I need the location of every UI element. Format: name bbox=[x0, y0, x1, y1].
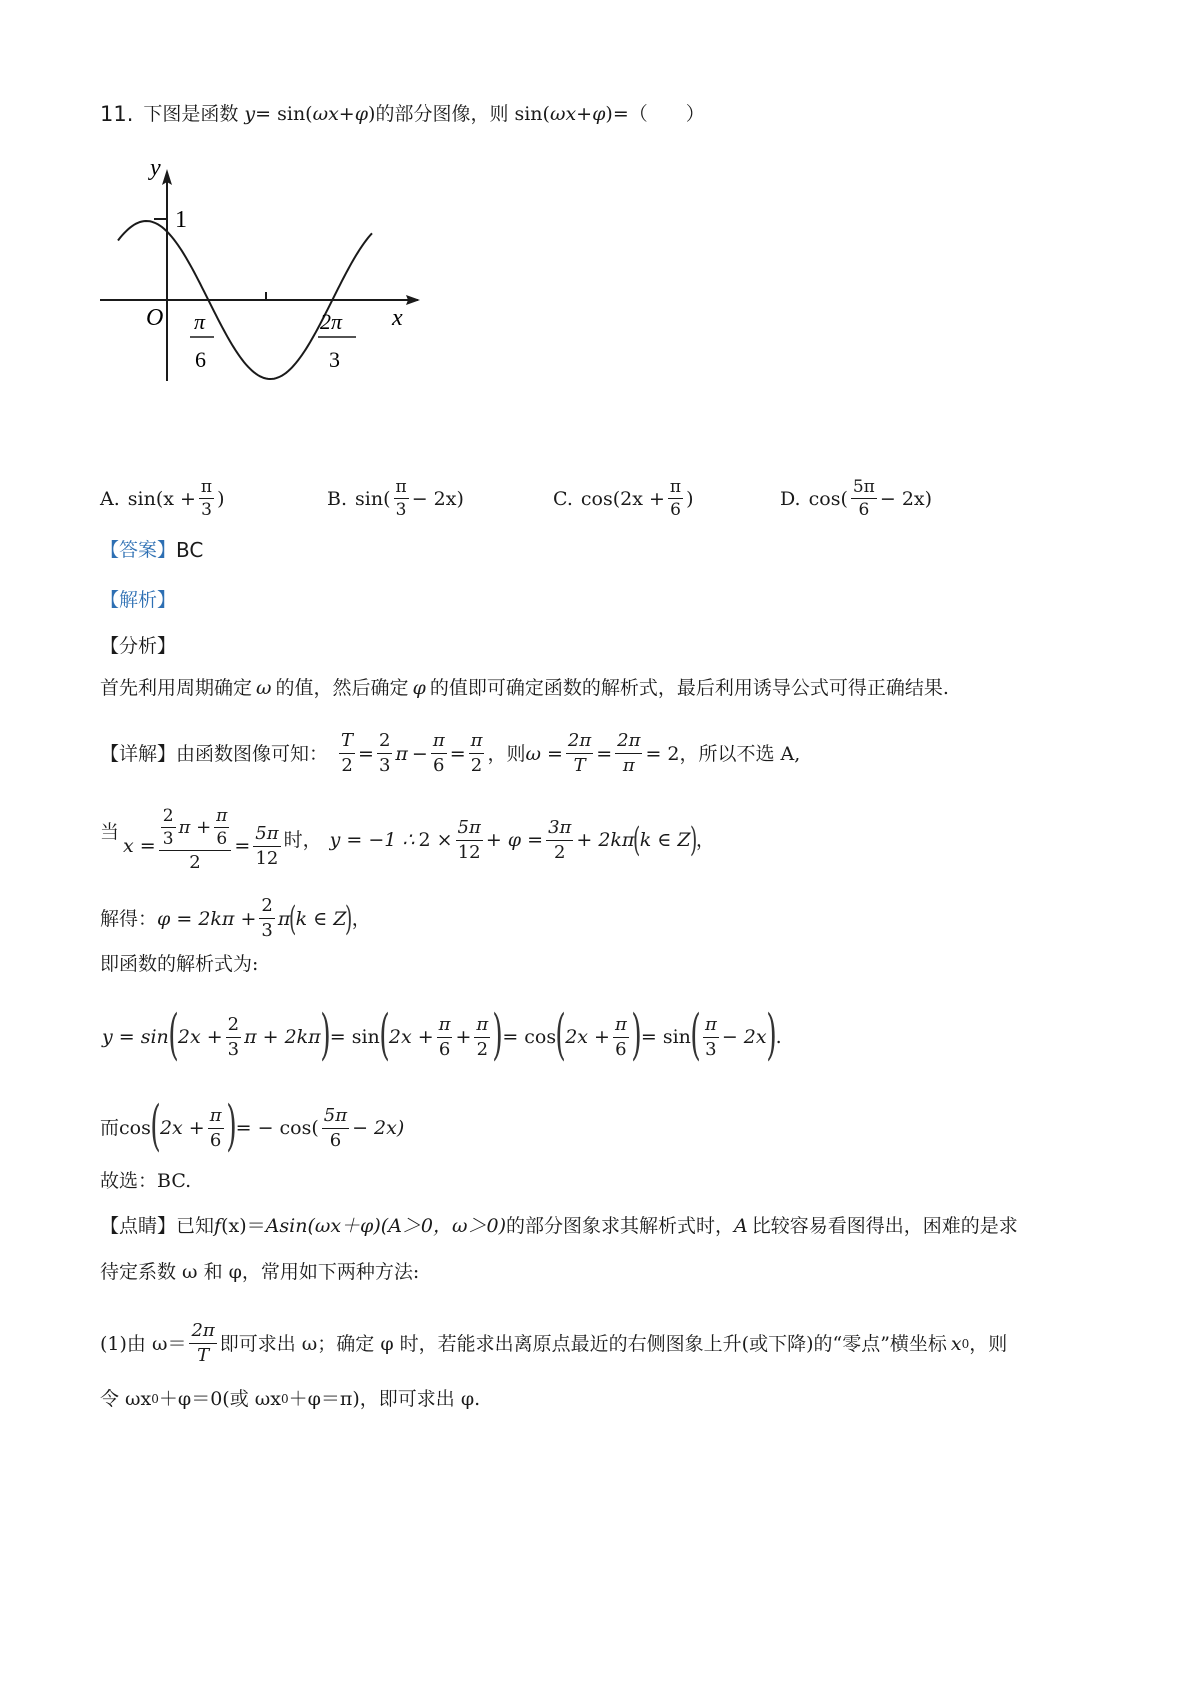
formula-y-eq: y = sin bbox=[102, 1026, 169, 1048]
frac-solve-2-3: $\frac{2}{3}$ bbox=[261, 895, 273, 941]
frac-x-midpoint: $\frac{2}{3}$ π + $\frac{\pi}{6}$ 2 bbox=[159, 806, 232, 874]
option-b-label: B. bbox=[327, 487, 348, 510]
frac-3pi-2: $\frac{3\pi}{2}$ bbox=[548, 816, 572, 863]
answer-value: BC bbox=[176, 538, 204, 562]
detail-conclusion: ，所以不选 A, bbox=[679, 742, 801, 765]
er-tail: − 2x) bbox=[352, 1117, 405, 1139]
minus-1: − bbox=[411, 742, 428, 765]
when-k-in-z: k ∈ Z bbox=[639, 829, 691, 851]
frac-5pi-12: $\frac{5\pi}{12}$ bbox=[255, 822, 279, 869]
when-dang: 当 bbox=[100, 821, 120, 843]
when-comma: ， bbox=[695, 829, 715, 851]
when-plus-2kpi: + 2kπ bbox=[576, 829, 635, 851]
formula-2x-plus-3: 2x + bbox=[565, 1026, 610, 1048]
fenxi-phi: φ bbox=[412, 677, 426, 699]
question-y: y bbox=[244, 103, 256, 125]
option-d bbox=[780, 477, 932, 520]
frac-2-3: $\frac{2}{3}$ bbox=[378, 730, 391, 776]
eq-3: = bbox=[596, 742, 613, 765]
option-c-fraction: $\frac{\pi}{6}$ bbox=[669, 477, 682, 520]
er-line: 而 cos ( 2x + $\frac{\pi}{6}$ ) = − cos( $\frac{5\pi}{6}$ − 2x) bbox=[100, 1094, 405, 1157]
option-a-label: A. bbox=[100, 487, 120, 510]
formula-pi-2kpi: π + 2kπ bbox=[244, 1026, 321, 1048]
question-text-2: = sin( bbox=[255, 103, 313, 125]
detail-line bbox=[100, 730, 800, 777]
origin-label: O bbox=[146, 305, 164, 331]
solve-comma: ， bbox=[351, 907, 371, 930]
option-d-label: D. bbox=[780, 487, 801, 510]
tick2-denominator: 3 bbox=[329, 347, 340, 372]
option-d-post: − 2x) bbox=[879, 487, 933, 510]
er-cos: cos bbox=[119, 1117, 151, 1139]
analysis-tag: 【解析】 bbox=[100, 589, 177, 611]
option-c-label: C. bbox=[553, 487, 573, 510]
method1-line-1: (1)由 ω＝ $\frac{2\pi}{T}$ 即可求出 ω；确定 φ 时，若能求出离原点最近的右侧图象上升(或下降)的“零点”横坐标 x 0 ，则 bbox=[100, 1320, 1008, 1366]
detail-tag: 【详解】 bbox=[100, 742, 177, 765]
tick2-numerator: 2π bbox=[320, 309, 343, 334]
question-text-1: 下图是函数 bbox=[143, 103, 239, 125]
option-d-pre: cos( bbox=[808, 487, 848, 510]
fenxi-text-a: 首先利用周期确定 bbox=[100, 677, 253, 699]
formula-eq-sin: = sin bbox=[329, 1026, 380, 1048]
when-line: 当 x = $\frac{2}{3}$ π + $\frac{\pi}{6}$ 2 = $\frac{5\pi}{12}$ 时， y = −1 ∴ 2 × $\frac{5\pi}{12}$ + φ = $\frac{3\pi}{2}$ + 2kπ ( k ∈ Z ) ， bbox=[100, 806, 715, 873]
fenxi-text-c: 的值即可确定函数的解析式，最后利用诱导公式可得正确结果. bbox=[429, 677, 949, 699]
solve-text: 解得： bbox=[100, 907, 158, 930]
formula-minus-2x: − 2x bbox=[721, 1026, 767, 1048]
option-b-pre: sin( bbox=[355, 487, 391, 510]
frac-2pi-T: $\frac{2\pi}{T}$ bbox=[567, 730, 592, 776]
when-plus-phi: + φ = bbox=[485, 829, 544, 851]
frac-5pi-12-b: $\frac{5\pi}{12}$ bbox=[457, 816, 481, 863]
when-y-eq: y = −1 ∴ bbox=[329, 829, 415, 851]
formula-eq-cos: = cos bbox=[502, 1026, 557, 1048]
when-shi: 时， bbox=[283, 829, 322, 851]
frac-pi-6: $\frac{\pi}{6}$ bbox=[432, 730, 445, 776]
one-label: 1 bbox=[175, 207, 187, 233]
solve-pi: π bbox=[277, 907, 291, 930]
method1-line-2: 令 ωx 0 ＋φ＝0(或 ωx 0 ＋φ＝π)，即可求出 φ. bbox=[100, 1388, 481, 1410]
option-a bbox=[100, 477, 225, 520]
dianjing-line-2: 待定系数 ω 和 φ，常用如下两种方法: bbox=[100, 1261, 420, 1283]
tick1-numerator: π bbox=[194, 309, 206, 334]
er-eq-neg-cos: = − cos( bbox=[235, 1117, 319, 1139]
omega-eq: ω = bbox=[525, 742, 563, 765]
er-2x-plus: 2x + bbox=[159, 1117, 205, 1139]
option-c bbox=[553, 477, 694, 520]
fenxi-text bbox=[100, 674, 949, 702]
dianjing-line-1: 【点睛】 已知 f (x) ＝ A sin(ωx＋φ)(A＞0，ω＞0) 的部分图象求其解析式时， A 比较容易看图得出，困难的是求 bbox=[100, 1212, 1018, 1240]
question-line bbox=[100, 100, 705, 128]
option-c-pre: cos(2x + bbox=[580, 487, 665, 510]
solve-line: 解得： φ = 2kπ + $\frac{2}{3}$ π ( k ∈ Z ) ， bbox=[100, 895, 371, 941]
fenxi-omega: ω bbox=[256, 677, 272, 699]
sine-graph bbox=[90, 145, 450, 395]
option-b-post: − 2x) bbox=[411, 487, 464, 510]
formula-2x-plus-2: 2x + bbox=[388, 1026, 434, 1048]
answer-tag: 【答案】 bbox=[100, 539, 177, 561]
option-a-pre: sin(x + bbox=[127, 487, 196, 510]
question-text-4: )=（ ） bbox=[605, 103, 705, 125]
formula-eq-sin-2: = sin bbox=[640, 1026, 691, 1048]
question-wx: ωx+φ bbox=[312, 103, 369, 125]
question-number: 11. bbox=[100, 102, 134, 126]
solve-phi-eq: φ = 2kπ + bbox=[157, 907, 257, 930]
option-b bbox=[327, 477, 464, 520]
option-c-post: ) bbox=[686, 487, 694, 510]
eq-1: = bbox=[358, 742, 374, 765]
when-two-times: 2 × bbox=[418, 829, 453, 851]
frac-T-2: $\frac{T}{2}$ bbox=[341, 730, 354, 776]
answer-line bbox=[100, 536, 203, 564]
eq-2: = bbox=[449, 742, 466, 765]
solve-k-in-z: k ∈ Z bbox=[295, 907, 347, 930]
er-char: 而 bbox=[100, 1117, 120, 1139]
detail-text: 由函数图像可知： bbox=[176, 742, 329, 765]
when-eq: = bbox=[234, 835, 251, 857]
pi-1: π bbox=[395, 742, 408, 765]
eq-two: = 2 bbox=[645, 742, 680, 765]
option-d-fraction: $\frac{5\pi}{6}$ bbox=[852, 477, 875, 520]
dianjing-tag: 【点睛】 bbox=[100, 1215, 177, 1237]
y-axis-label: y bbox=[150, 155, 161, 181]
frac-pi-2: $\frac{\pi}{2}$ bbox=[470, 730, 483, 776]
option-a-fraction: $\frac{\pi}{3}$ bbox=[200, 477, 213, 520]
detail-then: ，则 bbox=[487, 742, 526, 765]
question-text-3: )的部分图像，则 sin( bbox=[368, 103, 550, 125]
fenxi-tag: 【分析】 bbox=[100, 635, 177, 657]
choose-line: 故选：BC. bbox=[100, 1170, 192, 1192]
option-a-post: ) bbox=[217, 487, 225, 510]
option-b-fraction: $\frac{\pi}{3}$ bbox=[395, 477, 407, 520]
question-wx-2: ωx+φ bbox=[549, 103, 606, 125]
when-x-eq: x = bbox=[123, 835, 156, 857]
frac-2pi-pi: $\frac{2\pi}{\pi}$ bbox=[617, 730, 641, 776]
analytic-text: 即函数的解析式为: bbox=[100, 953, 259, 975]
x-axis-arrow-icon bbox=[406, 295, 420, 305]
tick1-denominator: 6 bbox=[195, 347, 206, 372]
formula-period: . bbox=[775, 1026, 782, 1048]
x-axis-label: x bbox=[392, 305, 403, 331]
formula-line: y = sin ( 2x + $\frac{2}{3}$ π + 2kπ ) = sin ( 2x + $\frac{\pi}{6}$ + $\frac{\pi}{2}$ ) = cos ( 2x + $\frac{\pi}{6}$ ) = sin ( $\frac{\pi}{3}$ − 2x ) . bbox=[102, 1003, 782, 1066]
formula-2x-plus-1: 2x + bbox=[177, 1026, 223, 1048]
fenxi-text-b: 的值，然后确定 bbox=[275, 677, 409, 699]
